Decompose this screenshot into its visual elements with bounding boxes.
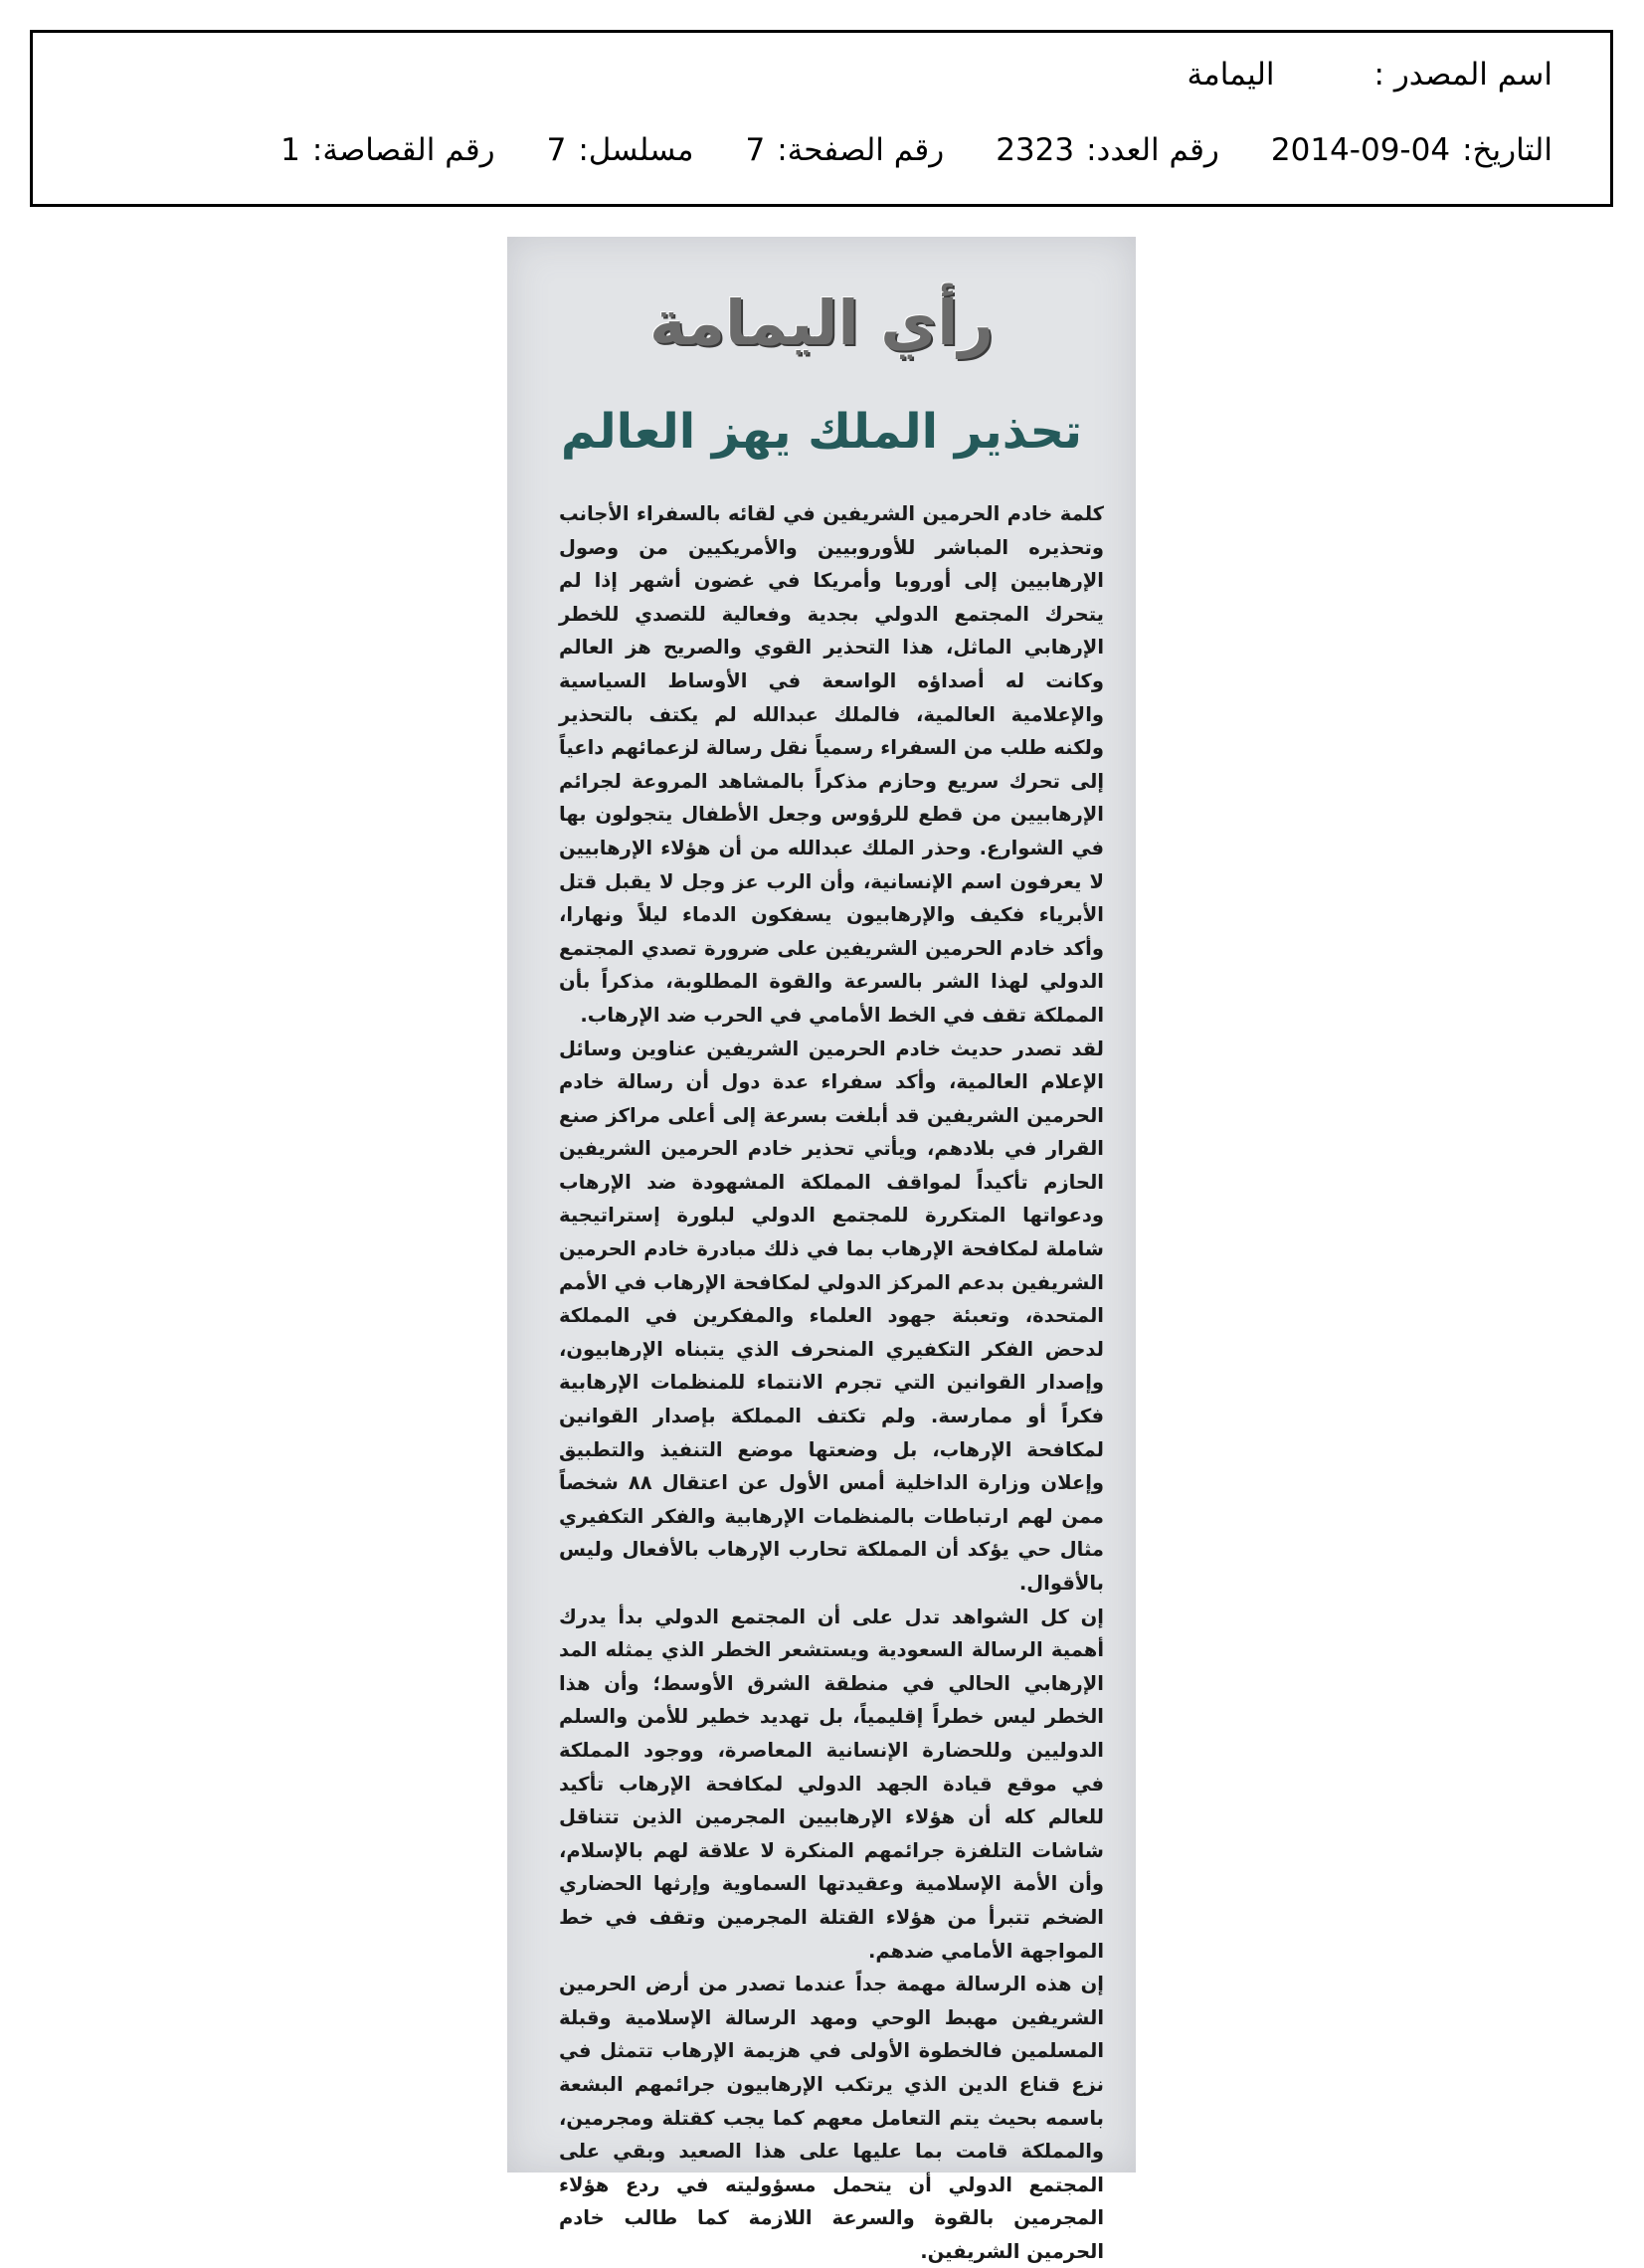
clip-number-value: 1 [280,132,300,168]
source-value: اليمامة [1187,57,1275,93]
article-paragraph: إن كل الشواهد تدل على أن المجتمع الدولي بدأ يدرك أهمية الرسالة السعودية ويستشعر الخطر الذي يمثله المد الإرهابي الحالي في منطقة الشرق الأوسط؛ وأن هذا الخطر ليس خطراً إقليمياً، بل تهديد خطير للأمن والسلم الدوليين وللحضارة الإنسانية المعاصرة، ووجود المملكة في موقع قيادة الجهد الدولي لمكافحة الإرهاب تأكيد للعالم كله أن هؤلاء الإرهابيين المجرمين الذين تتناقل شاشات التلفزة جرائمهم المنكرة لا علاقة لهم بالإسلام، وأن الأمة الإسلامية وعقيدتها السماوية وإرثها الحضاري الضخم تتبرأ من هؤلاء القتلة المجرمين وتقف في خط المواجهة الأمامي ضدهم. [559,1605,1104,1963]
serial-label: مسلسل: [578,132,694,168]
serial-field [547,130,694,170]
issue-label: رقم العدد: [1086,132,1219,168]
clip-number-label: رقم القصاصة: [311,132,495,168]
page-field [745,130,944,170]
page-label: رقم الصفحة: [777,132,945,168]
serial-value: 7 [546,132,567,168]
article-paragraph: إن هذه الرسالة مهمة جداً عندما تصدر من أرض الحرمين الشريفين مهبط الوحي ومهد الرسالة الإسلامية وقبلة المسلمين فالخطوة الأولى في هزيمة الإرهاب تتمثل في نزع قناع الدين الذي يرتكب الإرهابيون جرائمهم البشعة باسمه بحيث يتم التعامل معهم كما يجب كقتلة ومجرمين، والمملكة قامت بما عليها على هذا الصعيد وبقي على المجتمع الدولي أن يتحمل مسؤوليته في ردع هؤلاء المجرمين بالقوة والسرعة اللازمة كما طالب خادم الحرمين الشريفين. [559,1973,1104,2263]
issue-field [996,130,1219,170]
article-body [559,497,1104,2268]
publication-details-row [280,130,1553,170]
date-field [1271,130,1553,170]
section-masthead: رأي اليمامة [648,286,995,359]
newspaper-clipping [507,237,1136,2263]
article-paragraph: كلمة خادم الحرمين الشريفين في لقائه بالسفراء الأجانب وتحذيره المباشر للأوروبيين والأمريكيين من وصول الإرهابيين إلى أوروبا وأمريكا في غضون أشهر إذا لم يتحرك المجتمع الدولي بجدية وفعالية للتصدي للخطر الإرهابي الماثل، هذا التحذير القوي والصريح هز العالم وكانت له أصداؤه الواسعة في الأوساط السياسية والإعلامية العالمية، فالملك عبدالله لم يكتف بالتحذير ولكنه طلب من السفراء رسمياً نقل رسالة لزعمائهم داعياً إلى تحرك سريع وحازم مذكراً بالمشاهد المروعة لجرائم الإرهابيين من قطع للرؤوس وجعل الأطفال يتجولون بها في الشوارع. وحذر الملك عبدالله من أن هؤلاء الإرهابيين لا يعرفون اسم الإنسانية، وأن الرب عز وجل لا يقبل قتل الأبرياء فكيف والإرهابيون يسفكون الدماء ليلاً ونهارا، وأكد خادم الحرمين الشريفين على ضرورة تصدي المجتمع الدولي لهذا الشر بالسرعة والقوة المطلوبة، مذكراً بأن المملكة تقف في الخط الأمامي في الحرب ضد الإرهاب. [559,502,1104,1027]
article-paragraph: لقد تصدر حديث خادم الحرمين الشريفين عناوين وسائل الإعلام العالمية، وأكد سفراء عدة دول أن رسالة خادم الحرمين الشريفين قد أبلغت بسرعة إلى أعلى مراكز صنع القرار في بلادهم، ويأتي تحذير خادم الحرمين الشريفين الحازم تأكيداً لمواقف المملكة المشهودة ضد الإرهاب ودعواتها المتكررة للمجتمع الدولي لبلورة إستراتيجية شاملة لمكافحة الإرهاب بما في ذلك مبادرة خادم الحرمين الشريفين بدعم المركز الدولي لمكافحة الإرهاب في الأمم المتحدة، وتعبئة جهود العلماء والمفكرين في المملكة لدحض الفكر التكفيري المنحرف الذي يتبناه الإرهابيون، وإصدار القوانين التي تجرم الانتماء للمنظمات الإرهابية فكراً أو ممارسة. ولم تكتف المملكة بإصدار القوانين لمكافحة الإرهاب، بل وضعتها موضع التنفيذ والتطبيق وإعلان وزارة الداخلية أمس الأول عن اعتقال ٨٨ شخصاً ممن لهم ارتباطات بالمنظمات الإرهابية والفكر التكفيري مثال حي يؤكد أن المملكة تحارب الإرهاب بالأفعال وليس بالأقوال. [559,1037,1105,1595]
issue-value: 2323 [996,132,1075,168]
clip-number-field [280,130,494,170]
source-metadata-box [30,30,1613,207]
page-value: 7 [745,132,766,168]
date-label: التاريخ: [1462,132,1553,168]
source-row [1187,55,1553,94]
source-label: اسم المصدر : [1373,57,1553,93]
article-headline: تحذير الملك يهز العالم [560,404,1083,460]
date-value: 2014-09-04 [1270,132,1451,168]
